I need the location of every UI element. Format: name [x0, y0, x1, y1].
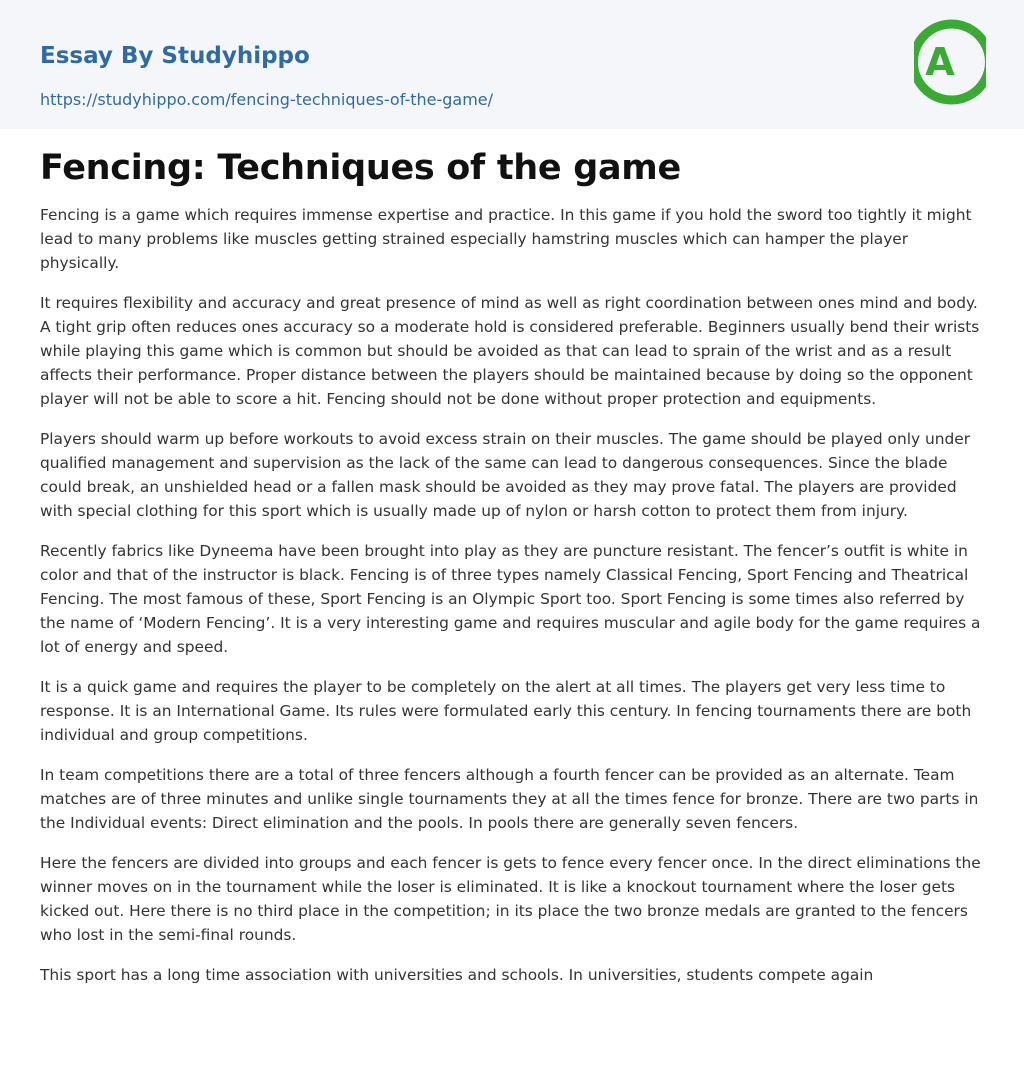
studyhippo-logo-icon[interactable]: [914, 18, 986, 106]
svg-text:A: A: [925, 40, 955, 84]
essay-paragraph-7: Here the fencers are divided into groups and each fencer is gets to fence every fencer once. In the direct eliminations the winner moves on in the tournament while the loser is eliminated. It is like a knockout tournament where the loser gets kicked out. Here there is no third place in the competition; in its place the two bronze medals are granted to the fencers who lost in the semi-final rounds.: [40, 854, 981, 944]
site-header: [0, 0, 1024, 129]
essay-content: [0, 146, 1024, 987]
page-url-link[interactable]: https://studyhippo.com/fencing-techniques-of-the-game/: [40, 90, 494, 109]
essay-title: Fencing: Techniques of the game: [40, 148, 681, 188]
essay-paragraph-3: Players should warm up before workouts to avoid excess strain on their muscles. The game should be played only under qualified management and supervision as the lack of the same can lead to dangerous consequences. Since the blade could break, an unshielded head or a fallen mask should be avoided as they may prove fatal. The players are provided with special clothing for this sport which is usually made up of nylon or harsh cotton to protect them from injury.: [40, 430, 971, 520]
essay-paragraph-8: This sport has a long time association with universities and schools. In universities, students compete again: [40, 966, 874, 984]
essay-paragraph-1: Fencing is a game which requires immense expertise and practice. In this game if you hold the sword too tightly it might lead to many problems like muscles getting strained especially hamstring muscles which can hamper the player physically.: [40, 206, 972, 272]
essay-paragraph-5: It is a quick game and requires the player to be completely on the alert at all times. The players get very less time to response. It is an International Game. Its rules were formulated early this century. In fencing tournaments there are both individual and group competitions.: [40, 678, 972, 744]
site-title: Essay By Studyhippo: [40, 43, 310, 69]
essay-paragraph-4: Recently fabrics like Dyneema have been brought into play as they are puncture resistant. The fencer’s outfit is white in color and that of the instructor is black. Fencing is of three types namely Classical Fencing, Sport Fencing and Theatrical Fencing. The most famous of these, Sport Fencing is an Olympic Sport too. Sport Fencing is some times also referred by the name of ‘Modern Fencing’. It is a very interesting game and requires muscular and agile body for the game requires a lot of energy and speed.: [40, 542, 981, 656]
essay-paragraph-6: In team competitions there are a total of three fencers although a fourth fencer can be provided as an alternate. Team matches are of three minutes and unlike single tournaments they at all the times fence for bronze. There are two parts in the Individual events: Direct elimination and the pools. In pools there are generally seven fencers.: [40, 766, 979, 832]
essay-paragraph-2: It requires flexibility and accuracy and great presence of mind as well as right coordination between ones mind and body. A tight grip often reduces ones accuracy so a moderate hold is considered preferable. Beginners usually bend their wrists while playing this game which is common but should be avoided as that can lead to sprain of the wrist and as a result affects their performance. Proper distance between the players should be maintained because by doing so the opponent player will not be able to score a hit. Fencing should not be done without proper protection and equipments.: [40, 294, 980, 408]
